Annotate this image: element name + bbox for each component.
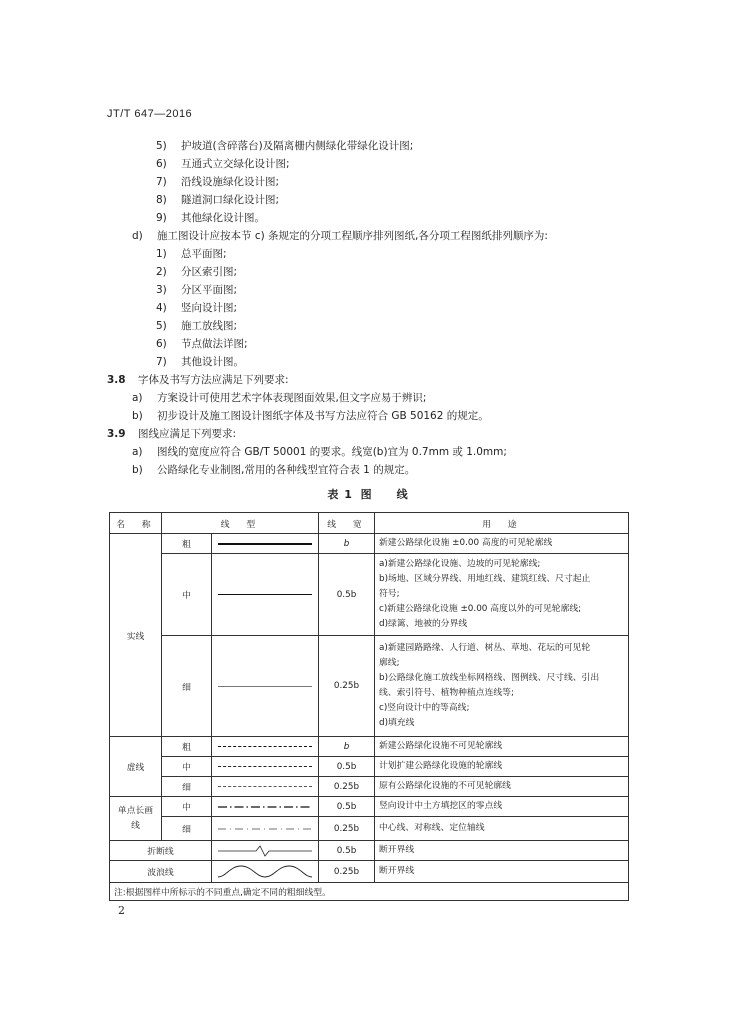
list-item: 6) 节点做法详图; (156, 338, 248, 350)
table-row (110, 534, 629, 554)
list-item: a) 方案设计可使用艺术字体表现图面效果,但文字应易于辨识; (132, 392, 427, 404)
width-value: 0.5b (319, 841, 375, 861)
table-row (110, 636, 629, 737)
use-text: 计划扩建公路绿化设施的轮廓线 (375, 757, 629, 777)
group-dashdot: 单点长画线 (110, 797, 162, 841)
line-sample-dashdot-thin (212, 817, 319, 841)
width-value: 0.5b (319, 797, 375, 817)
list-item: 7) 沿线设施绿化设计图; (156, 176, 280, 188)
sub-mid: 中 (162, 797, 212, 817)
sub-thick: 粗 (162, 737, 212, 757)
item-d: d) 施工图设计应按本节 c) 条规定的分项工程顺序排列图纸,各分项工程图纸排列顺序为: (132, 230, 548, 242)
width-value: 0.5b (319, 757, 375, 777)
table-row (110, 777, 629, 797)
line-types-table (109, 512, 629, 901)
table-row (110, 554, 629, 636)
line-sample-dash-mid (212, 757, 319, 777)
table-row (110, 737, 629, 757)
line-sample-solid-mid (212, 554, 319, 636)
list-item: a) 图线的宽度应符合 GB/T 50001 的要求。线宽(b)宜为 0.7mm 或 1.0mm; (132, 446, 507, 458)
group-wave: 波浪线 (110, 861, 212, 883)
width-value: 0.25b (319, 817, 375, 841)
group-break: 折断线 (110, 841, 212, 861)
list-item: 1) 总平面图; (156, 248, 227, 260)
table-row (110, 817, 629, 841)
line-sample-solid-thick (212, 534, 319, 554)
width-value: 0.25b (319, 861, 375, 883)
list-item: 5) 施工放线图; (156, 320, 238, 332)
line-sample-dash-thin (212, 777, 319, 797)
header-type: 线 型 (162, 513, 319, 534)
line-sample-solid-thin (212, 636, 319, 737)
use-text: 新建公路绿化设施 ±0.00 高度的可见轮廓线 (375, 534, 629, 554)
table-row (110, 841, 629, 861)
table-note-row (110, 883, 629, 901)
list-item: 3) 分区平面图; (156, 284, 238, 296)
group-solid: 实线 (110, 534, 162, 737)
section-3-8-heading: 3.8 字体及书写方法应满足下列要求: (107, 374, 289, 386)
use-text: 原有公路绿化设施的不可见轮廓线 (375, 777, 629, 797)
width-value: 0.25b (319, 636, 375, 737)
sub-mid: 中 (162, 757, 212, 777)
header-use: 用 途 (375, 513, 629, 534)
list-item: b) 初步设计及施工图设计图纸字体及书写方法应符合 GB 50162 的规定。 (132, 410, 489, 422)
use-text: a)新建园路路缘、人行道、树丛、草地、花坛的可见轮 廓线; b)公路绿化施工放线坐标网格线、图例线、尺寸线、引出 线、索引符号、植物种植点连线等; c)竖向设计中的等高线; d)填充线 (375, 636, 629, 737)
list-item: 4) 竖向设计图; (156, 302, 238, 314)
table-row (110, 757, 629, 777)
list-item: 7) 其他设计图。 (156, 356, 244, 368)
sub-thin: 细 (162, 817, 212, 841)
use-text: 中心线、对称线、定位轴线 (375, 817, 629, 841)
header-name: 名 称 (110, 513, 162, 534)
list-item: 8) 隧道洞口绿化设计图; (156, 194, 280, 206)
table-row (110, 797, 629, 817)
sub-thick: 粗 (162, 534, 212, 554)
list-item: 5) 护坡道(含碎落台)及隔离栅内侧绿化带绿化设计图; (156, 140, 414, 152)
page-number: 2 (118, 904, 125, 917)
line-sample-break (212, 841, 319, 861)
use-text: a)新建公路绿化设施、边坡的可见轮廓线; b)场地、区域分界线、用地红线、建筑红线、尺寸起止 符号; c)新建公路绿化设施 ±0.00 高度以外的可见轮廓线; d)绿篱、地被的分界线 (375, 554, 629, 636)
table-row (110, 861, 629, 883)
use-text: 竖向设计中土方填挖区的零点线 (375, 797, 629, 817)
sub-thin: 细 (162, 777, 212, 797)
list-item: b) 公路绿化专业制图,常用的各种线型宜符合表 1 的规定。 (132, 464, 416, 476)
use-text: 新建公路绿化设施不可见轮廓线 (375, 737, 629, 757)
list-item: 6) 互通式立交绿化设计图; (156, 158, 290, 170)
line-sample-wave (212, 861, 319, 883)
section-3-9-heading: 3.9 图线应满足下列要求: (107, 428, 237, 440)
document-header-code: JT/T 647—2016 (107, 108, 193, 120)
table-header-row (110, 513, 629, 534)
use-text: 断开界线 (375, 841, 629, 861)
sub-mid: 中 (162, 554, 212, 636)
line-sample-dashdot-mid (212, 797, 319, 817)
table-caption: 表 1 图 线 (327, 488, 409, 501)
width-value: 0.5b (319, 554, 375, 636)
line-sample-dash-thick (212, 737, 319, 757)
table-note: 注:根据图样中所标示的不同重点,确定不同的粗细线型。 (110, 883, 629, 901)
use-text: 断开界线 (375, 861, 629, 883)
width-value: b (319, 534, 375, 554)
width-value: 0.25b (319, 777, 375, 797)
sub-thin: 细 (162, 636, 212, 737)
list-item: 9) 其他绿化设计图。 (156, 212, 265, 224)
header-width: 线 宽 (319, 513, 375, 534)
group-dashed: 虚线 (110, 737, 162, 797)
list-item: 2) 分区索引图; (156, 266, 238, 278)
width-value: b (319, 737, 375, 757)
